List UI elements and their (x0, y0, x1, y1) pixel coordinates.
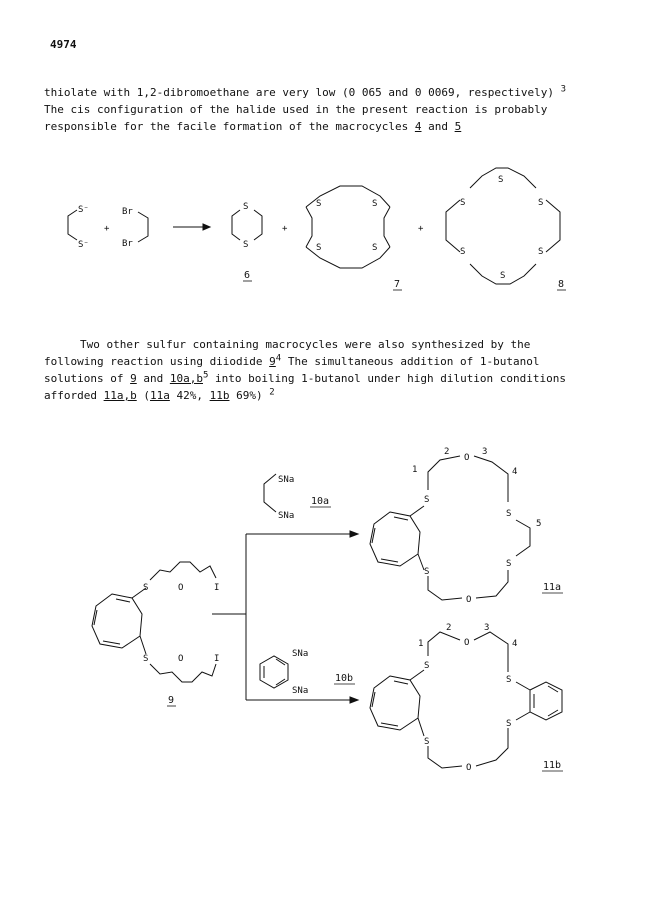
locant-4: 4 (512, 639, 518, 649)
locant-1: 1 (418, 639, 424, 649)
locant-3: 3 (484, 623, 490, 633)
reagent-10a-structure (264, 474, 331, 521)
compound-label-7: 7 (394, 279, 401, 290)
atom-label: SNa (292, 649, 309, 659)
atom-label: S⁻ (78, 240, 89, 250)
atom-label: SNa (278, 511, 295, 521)
atom-label: S (243, 240, 249, 250)
locant-3: 3 (482, 447, 488, 457)
atom-label: O (466, 763, 472, 773)
compound-label-11b: 11b (543, 760, 562, 771)
atom-label: Br (122, 239, 133, 249)
atom-label: I (214, 654, 220, 664)
yield-11b: 69%) (236, 389, 263, 402)
atom-label: S (424, 737, 430, 747)
compound-11a-structure (370, 447, 563, 605)
text-fragment: and (428, 120, 448, 133)
text-line: The cis configuration of the halide used in the present reaction is probably (44, 103, 548, 116)
compound-ref-4: 4 (414, 120, 422, 133)
atom-label: O (178, 583, 184, 593)
page-number: 4974 (50, 38, 77, 51)
atom-label: O (464, 638, 470, 648)
compound-label-10b: 10b (335, 673, 354, 684)
citation-ref: 2 (269, 387, 275, 398)
text-fragment: into boiling 1-butanol under high dilution conditions (215, 372, 567, 385)
atom-label: S (372, 199, 378, 209)
text-fragment: ( (143, 389, 150, 402)
compound-label-6: 6 (244, 270, 251, 281)
text-fragment: solutions of (44, 372, 124, 385)
compound-ref-9: 9 (130, 372, 137, 385)
compound-ref-11a: 11a (149, 389, 170, 402)
text-line: following reaction using diiodide (44, 355, 263, 368)
atom-label: S (316, 243, 322, 253)
text-fragment: The simultaneous addition of 1-butanol (287, 355, 540, 368)
atom-label: S (506, 719, 512, 729)
citation-ref: 3 (560, 84, 566, 95)
locant-4: 4 (512, 467, 518, 477)
locant-2: 2 (444, 447, 450, 457)
atom-label: S (506, 559, 512, 569)
atom-label: S (460, 198, 466, 208)
text-fragment: and (143, 372, 164, 385)
atom-label: S (506, 509, 512, 519)
atom-label: S (424, 661, 430, 671)
atom-label: SNa (278, 475, 295, 485)
atom-label: S⁻ (78, 205, 89, 215)
citation-ref: 4 (275, 353, 282, 364)
atom-label: SNa (292, 686, 309, 696)
compound-11b-structure (370, 623, 563, 773)
atom-label: S (372, 243, 378, 253)
atom-label: I (214, 583, 220, 593)
atom-label: S (498, 175, 504, 185)
atom-label: S (506, 675, 512, 685)
atom-label: S (538, 198, 544, 208)
atom-label: O (466, 595, 472, 605)
reagent-10b-structure (260, 649, 355, 696)
compound-label-8: 8 (558, 279, 565, 290)
locant-5: 5 (536, 519, 542, 529)
plus-sign: + (418, 224, 424, 234)
locant-2: 2 (446, 623, 452, 633)
atom-label: S (460, 247, 466, 257)
compound-9-structure (92, 562, 219, 706)
atom-label: S (424, 567, 430, 577)
compound-ref-11ab: 11a,b (103, 389, 137, 402)
atom-label: Br (122, 207, 133, 217)
compound-label-9: 9 (168, 695, 175, 706)
compound-label-11a: 11a (543, 582, 562, 593)
atom-label: S (316, 199, 322, 209)
atom-label: S (424, 495, 430, 505)
compound-ref-5: 5 (454, 120, 462, 133)
atom-label: S (243, 202, 249, 212)
compound-ref-11b: 11b (209, 389, 230, 402)
locant-1: 1 (412, 465, 418, 475)
text-fragment: afforded (44, 389, 97, 402)
atom-label: O (178, 654, 184, 664)
text-line: Two other sulfur containing macrocycles were also synthesized by the (80, 338, 531, 351)
compound-ref-10ab: 10a,b (169, 372, 203, 385)
yield-11a: 42%, (176, 389, 203, 402)
compound-label-10a: 10a (311, 496, 330, 507)
plus-sign: + (104, 224, 110, 234)
atom-label: O (464, 453, 470, 463)
text-line: thiolate with 1,2-dibromoethane are very low (0 065 and 0 0069, respectively) (44, 86, 554, 99)
atom-label: S (143, 583, 149, 593)
atom-label: S (538, 247, 544, 257)
citation-ref: 5 (202, 370, 209, 381)
text-line: responsible for the facile formation of the macrocycles (44, 120, 409, 133)
plus-sign: + (282, 224, 288, 234)
atom-label: S (143, 654, 149, 664)
atom-label: S (500, 271, 506, 281)
compound-ref-9: 9 (269, 355, 276, 368)
